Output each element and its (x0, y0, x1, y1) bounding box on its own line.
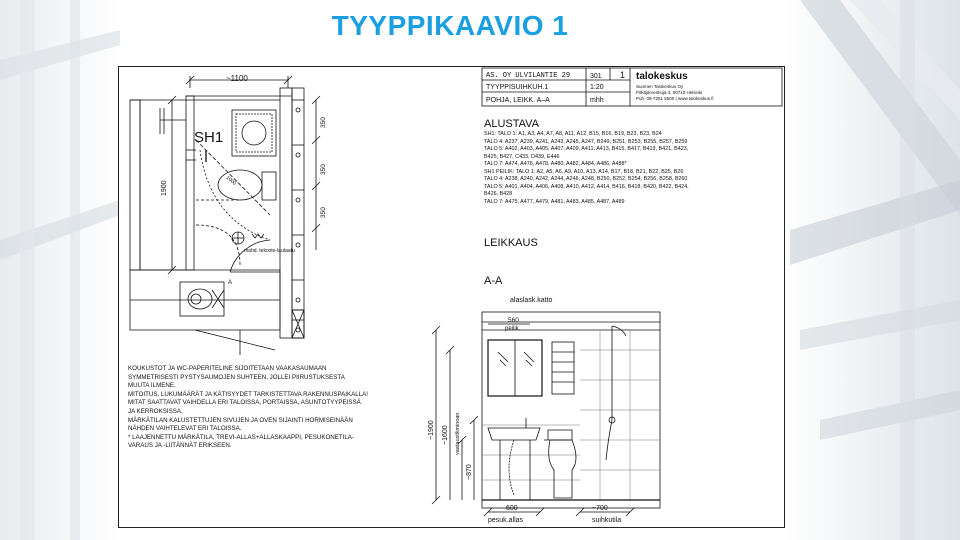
tb-row3-init: mhh (590, 97, 604, 104)
alustava-line: SH1: TALO 1: A1, A3, A4, A7, A8, A11, A12, B15, B16, B19, B23, B23, B24 (484, 131, 662, 137)
alustava-line: TALO 7: A474, A476, A478, A480, A482, A484, A486, A488* (484, 161, 627, 167)
ceiling-label: alaslask.katto (510, 297, 553, 304)
company-line-1: Suomen Talokeskus Oy (636, 84, 684, 89)
note-line: MUUTA ILMENE. (128, 382, 176, 390)
alustava-line: TALO 7: A475, A477, A479, A481, A483, A485, A487, A489 (484, 198, 625, 205)
tb-row1: AS. OY ULVILANTIE 29 (486, 72, 571, 80)
tb-row2: TYYPPISUIHKUH.1 (486, 84, 549, 91)
dim-right2: 350 (320, 164, 327, 175)
dim-top: ~1100 (226, 74, 248, 83)
dim-1900: ~1900 (428, 420, 435, 440)
plan-label: SH1 (194, 129, 224, 146)
note-line: JA KERROKSISSA. (128, 407, 183, 415)
dim-right: 350 (320, 117, 327, 128)
tb-row2-scale: 1:20 (590, 84, 604, 91)
dim-600: 600 (506, 505, 518, 512)
mirror-label: peilik. (505, 326, 521, 332)
note-line: MITOITUS, LUKUMÄÄRÄT JA KÄTISYYDET TARKISTETTAVA RAKENNUSPAIKALLA! (128, 390, 368, 398)
dim-700: ~700 (592, 505, 608, 512)
dim-left: 1900 (161, 180, 168, 196)
tb-row3: POHJA, LEIKK. A–A (486, 97, 550, 104)
drawing-notes (128, 365, 418, 451)
slide-title: TYYPPIKAAVIO 1 (331, 10, 569, 41)
note-line: NÄHDEN VAIHTELEVAT ERI TALOISSA. (128, 425, 242, 433)
vertical-label: vaataustiliminoan (455, 412, 461, 455)
tb-row1-num: 301 (590, 73, 602, 80)
section-ref: A (228, 280, 233, 286)
sink-label: pesuk.allas (488, 517, 524, 524)
alustava-line: TALO 4: A237, A239, A241, A243, A245, A247, B249, B251, B253, B255, B257, B259 (484, 138, 688, 145)
alustava-list (484, 131, 689, 206)
note-line: * LAAJENNETTU MÄRKÄTILA, TREVI-ALLAS+ALLASKAAPPI, PESUKONETILA- (128, 433, 354, 441)
leikkaus-heading: LEIKKAUS (484, 237, 538, 249)
alustava-line: SH1 PEILIK: TALO 1: A2, A5, A6, A9, A10, A13, A14, B17, B18, B21, B22, B25, B26 (484, 168, 684, 175)
note-line: VARAUS JA -LIITÄNNÄT ERIKSEEN. (128, 442, 232, 450)
drain-label: mahd. tekoste-lautaatu (244, 248, 295, 254)
company-line-3: Puh. 09-7251 5500 | www.talokeskus.fi (636, 96, 714, 101)
company-line-2: Pitkäjärvenkuja 4, 00710 Helsinki (636, 90, 703, 95)
alustava-line: TALO 5: A401, A404, A406, A408, A410, A412, A414, B416, B418, B420, B422, B424, (484, 183, 689, 190)
alustava-line: B425, B427, C433, D439, E446 (484, 153, 560, 160)
note-line: KOUKUSTOT JA WC-PAPERITELINE SIJOITETAAN VAAKASAUMAAN (128, 365, 327, 372)
note-line: MITAT SAATTAVAT VAIHDELLA ERI TALOISSA, PORTAISSA, ASUNTOTYYPEISSÄ (128, 399, 361, 407)
dim-870: ~870 (466, 464, 473, 480)
alustava-heading: ALUSTAVA (484, 118, 540, 130)
dim-right3: 350 (320, 207, 327, 218)
dim-560: 560 (508, 317, 519, 324)
alustava-line: B426, B428 (484, 191, 513, 197)
section-heading: A-A (484, 275, 503, 287)
tb-row1-sheet: 1 (620, 70, 626, 80)
note-line: SYMMETRISESTI PYSTYSAUMOJEN SUHTEEN, JOLLEI PIIRUSTUKSESTA (128, 373, 345, 381)
note-line: MÄRKÄTILAN KALUSTETTUJEN SIVUJEN JA OVEN SIJAINTI HORMISEINÄÄN (128, 416, 353, 424)
dim-1600: ~1600 (442, 425, 449, 445)
company-logo: talokeskus (636, 71, 688, 82)
alustava-line: TALO 5: A402, A403, A405, A407, A409, A411, A413, B415, B417, B419, B421, B423, (484, 146, 689, 152)
alustava-line: TALO 4: A238, A240, A242, A244, A246, A248, B250, B252, B254, B256, B258, B260 (484, 176, 688, 182)
shower-area-label: suihkutila (592, 517, 622, 524)
shower-dim: 1000 (224, 174, 238, 187)
